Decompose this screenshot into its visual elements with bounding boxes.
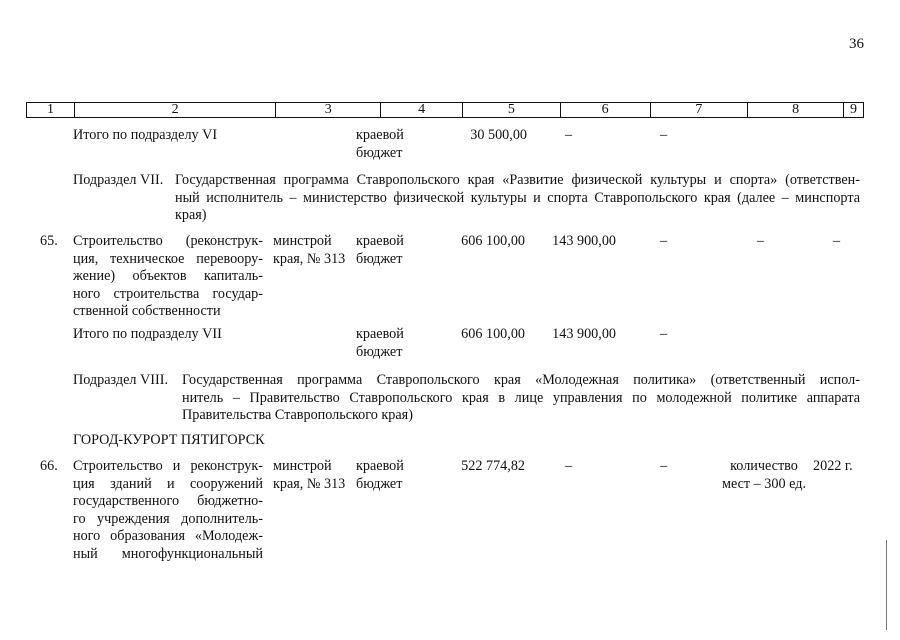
page-number: 36: [849, 36, 864, 52]
description-line: государственного бюджетно-: [73, 493, 263, 509]
indicator-line-1: количество: [730, 458, 798, 474]
description-line: ный многофункциональный: [73, 545, 263, 562]
page-edge-line: [886, 540, 887, 630]
description-line: ного образования «Молодеж-: [73, 528, 263, 544]
amount-col7: –: [660, 326, 668, 342]
amount-col6: –: [565, 127, 573, 143]
amount-col7: –: [660, 458, 668, 474]
budget-line-1: краевой: [356, 326, 404, 342]
amount-col8: –: [757, 233, 765, 249]
section-prefix: Подраздел VIII.: [73, 372, 168, 388]
description-line: ция зданий и сооружений: [73, 475, 263, 492]
column-header-3: 3: [276, 103, 381, 117]
responsible-org: [273, 233, 345, 268]
section-title-line-2: нитель – Правительство Ставропольского края в лице управления по молодежной политике аппарата: [182, 389, 860, 406]
amount-col5: 606 100,00: [461, 326, 525, 342]
amount-col6: 143 900,00: [552, 326, 616, 342]
section-prefix: Подраздел VII.: [73, 172, 164, 188]
budget-line-2: бюджет: [356, 144, 403, 161]
indicator-col8: [712, 458, 816, 493]
completion-year: 2022 г.: [813, 458, 853, 474]
description-line: ственной собственности: [73, 303, 221, 319]
description-line: жение) объектов капиталь-: [73, 268, 263, 284]
description-line: Строительство (реконструк-: [73, 233, 263, 249]
description-line: го учреждения дополнитель-: [73, 510, 263, 527]
org-line-2: края, № 313: [273, 250, 346, 267]
column-number-header: [26, 102, 864, 118]
description-line: Строительство и реконструк-: [73, 458, 263, 474]
budget-line-1: краевой: [356, 233, 404, 249]
description-line: ция, техническое перевоору-: [73, 250, 263, 267]
amount-col9: –: [833, 233, 841, 249]
budget-line-2: бюджет: [356, 250, 403, 267]
amount-col6: 143 900,00: [552, 233, 616, 249]
column-header-9: 9: [850, 102, 858, 117]
column-header-1: 1: [27, 103, 75, 117]
section-title-line-3: края): [175, 207, 207, 223]
budget-source: [356, 326, 404, 361]
subtotal-label: Итого по подразделу VI: [73, 127, 218, 143]
amount-col5: 30 500,00: [470, 127, 527, 143]
section-title-line-1: Государственная программа Ставропольского края «Молодежная политика» (ответственный испол-: [182, 372, 860, 388]
budget-source: [356, 127, 404, 162]
budget-line-2: бюджет: [356, 475, 403, 492]
subtotal-label: Итого по подразделу VII: [73, 326, 222, 342]
section-title-line-2: ный исполнитель – министерство физической культуры и спорта Ставропольского края (далее – минспорта: [175, 189, 860, 206]
org-line-2: края, № 313: [273, 475, 346, 492]
column-header-2: 2: [75, 103, 277, 117]
column-header-5: 5: [463, 103, 561, 117]
column-header-4: 4: [381, 103, 463, 117]
row-number: 66.: [40, 458, 58, 474]
budget-line-1: краевой: [356, 127, 404, 143]
column-header-6: 6: [561, 103, 651, 117]
org-line-1: минстрой: [273, 458, 332, 474]
row-number: 65.: [40, 233, 58, 249]
amount-col7: –: [660, 127, 668, 143]
description-line: ного строительства государ-: [73, 285, 263, 302]
city-heading: ГОРОД-КУРОРТ ПЯТИГОРСК: [73, 432, 265, 448]
section-title-line-1: Государственная программа Ставропольского края «Развитие физической культуры и спорта» (ответствен-: [175, 172, 860, 188]
section-title-line-3: Правительства Ставропольского края): [182, 407, 413, 423]
budget-source: [356, 233, 404, 268]
budget-line-2: бюджет: [356, 343, 403, 360]
item-description: [73, 233, 263, 321]
budget-line-1: краевой: [356, 458, 404, 474]
amount-col5: 522 774,82: [461, 458, 525, 474]
amount-col7: –: [660, 233, 668, 249]
org-line-1: минстрой: [273, 233, 332, 249]
column-header-8: 8: [748, 103, 844, 117]
amount-col6: –: [565, 458, 573, 474]
responsible-org: [273, 458, 345, 493]
column-header-7: 7: [651, 103, 749, 117]
item-description: [73, 458, 263, 563]
indicator-line-2: мест – 300 ед.: [721, 475, 807, 492]
budget-source: [356, 458, 404, 493]
amount-col5: 606 100,00: [461, 233, 525, 249]
